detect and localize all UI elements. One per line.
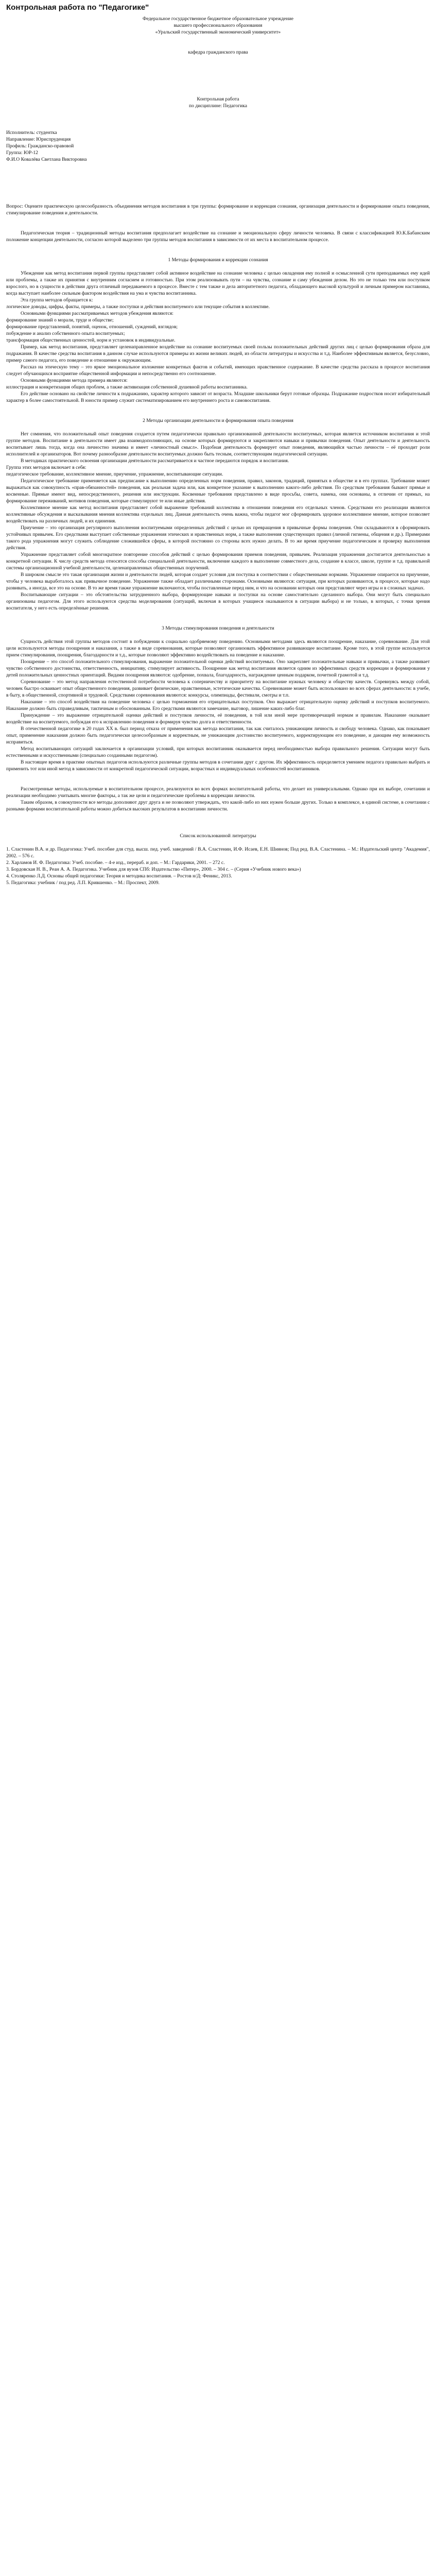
section-2-heading: 2 Методы организации деятельности и формирования опыта поведения [143, 418, 293, 423]
header-line-1: Федеральное государственное бюджетное образовательное учреждение [143, 16, 293, 22]
section-2-paragraph: Упражнение представляет собой многократное повторение способов действий с целью формирования приемов поведения, привычек. Реализация упражнения достигается деятельностью в конкретной ситуации. К числу средств метода относятся способы специальной деятельности, включение каждого в выполнение совместного дела, создание в классе, школе, группе и т.д. правильной системы организационной учебной деятельности, целенаправленных общественных поручений. [6, 552, 430, 571]
section-2-paragraph: педагогическое требование, коллективное мнение, приучение, упражнение, воспитывающие ситуации. [6, 471, 223, 477]
section-3-heading: 3 Методы стимулирования поведения и деятельности [162, 625, 274, 631]
references-title: Список использованной литературы [180, 833, 256, 839]
document-page [0, 0, 436, 891]
section-3-paragraph: Принуждение – это выражение отрицательной оценки действий и поступков личности, её поведения, в той или иной мере противоречащей нормам и правилам. Наказание оказывает воздействие на воспитуемого, побуждая его к исправлению поведения и формируя чувство долга и ответственности. [6, 713, 430, 725]
section-1-list-item: побуждение и анализ собственного опыта воспитуемых; [6, 331, 125, 336]
intro-paragraph: Педагогическая теория – традиционный методы воспитания предполагает воздействие на сознание и эмоциональную сферу личности человека. В связи с классификацией Ю.К.Бабанским положение концепции деятельности, согласно которой выделено три группы методов воспитания в зависимости от их места в воспитательном процессе. [6, 230, 430, 243]
section-1-list-item: формирование представлений, понятий, оценок, отношений, суждений, взглядов; [6, 324, 178, 330]
section-2-paragraph: Коллективное мнение как метод воспитания представляет собой выражение требований коллектива в отношении поведения его отдельных членов. Средствами его реализации являются коллективные обсуждения и высказывания мнения коллектива отдельных лиц. Данная деятельность очень важна, чтобы педагог мог сформировать здоровое коллективное мнение, которое позволяет воздействовать на различных людей, и их единения. [6, 505, 430, 524]
work-type: Контрольная работа [197, 96, 239, 102]
section-1-paragraph: Убеждение как метод воспитания первой группы представляет собой активное воздействие на сознание человека с целью овладения ему полной и осмысленной сути преподаваемых ему идей или проблемы, а также их принятия с внутренним согласием и готовностью. При этом реализовывать пути – на чувства, сознание и саму убеждения делом. Но это не только тем или поступком взрослого, но в сущности в действии друга отличный передаваемого в процессе. Вместе с тем также и дела авторитетного педагога, обладающего высокой культурой и личным примером наставника, когда выступает наиболее сильным фактором воздействия на ума и чувства воспитанника. [6, 270, 430, 296]
section-3-paragraph: Соревнование – это метод направления естественной потребности человека к соперничеству и приоритету на воспитание нужных человеку и обществу качеств. Соревнуясь между собой, человек быстро осваивает опыт общественного поведения, развивает физические, нравственные, эстетические качества. Соревнование может быть использовано во всех сферах деятельности: в учебе, в быту, в общественной, спортивной и трудовой. Средствами соревнования являются: конкурсы, олимпиады, фестивали, смотры и т.п. [6, 679, 430, 698]
header-line-2: высшего профессионального образования [173, 23, 263, 28]
discipline: по дисциплине: Педагогика [189, 103, 247, 109]
section-2-paragraph: Нет сомнения, что положительный опыт поведения создается путем педагогически правильно организованной деятельности воспитуемых, которая является источником воспитания и этой группе методов. Воспитание в деятельности имеет два взаимодополняющих, на основе которых формируются и закрепляются навыки и привычки поведения. Опыт деятельности и деятельность воспитывает лишь тогда, когда она личностно значима и имеет «личностный смысл». Подобная деятельность формирует опыт поведения, являющийся частью личности – её проходит роли исполнителей и организаторов. Вот почему разнообразие деятельности воспитуемых должно быть тесным, соответствующим педагогической ситуации. [6, 431, 430, 457]
reference-item: 2. Харламов И. Ф. Педагогика: Учеб. пособие. – 4-е изд., перераб. и доп. – М.: Гардарики, 2001. – 272 с. [6, 860, 225, 866]
section-1-paragraph: Основными функциями рассматриваемых методов убеждения являются: [21, 311, 173, 316]
section-3-paragraph: В отечественной педагогике в 20 годах XX в. был период отказа от применения как метода воспитания, так как считалось унижающим личность и свободу человека. Однако, как показывает опыт, применение наказания должно быть педагогически целесообразным и корректным, не унижающим достоинство воспитуемого, корректирующим его поведение, и дающим ему возможность исправиться. [6, 726, 430, 745]
department: кафедра гражданского права [188, 49, 248, 55]
section-3-paragraph: В настоящее время в практике опытных педагогов используются различные группы методов в сочетании друг с другом. Их эффективность определяется умением педагога правильно выбрать и применить тот или иной метод в зависимости от конкретной педагогической ситуации, возрастных и индивидуальных особенностей воспитанников. [6, 759, 430, 772]
section-2-paragraph: Группа этих методов включает в себя: [6, 465, 86, 470]
section-3-paragraph: Сущность действия этой группы методов состоит в побуждении к социально одобряемому поведению. Основными методами здесь являются поощрение, наказание, соревнование. Для этой цели используются методы поощрения и наказания, а также в виде соревнования, которые позволяют организовать эффективное развивающее воспитание. Кроме того, в этой группе используется прием стимулирования, поощрения, благодарности и т.д., которые позволяют эффективно воздействовать на поведение и наказание. [6, 639, 430, 658]
section-2-paragraph: Воспитывающие ситуации – это обстоятельства затрудненного выбора, формирующие навыки и поступки на основе самостоятельно сделанного выбора. Они могут быть специально организованы педагогом. Для этого используются средства моделирования (ситуаций, включая в которых учащиеся оказываются в ситуации выбора) и не только, в которых, с точки зрения воспитателя, у него есть определённые решения. [6, 592, 430, 611]
section-2-paragraph: В широком смысле это такая организация жизни и деятельности людей, которая создает условия для поступка в соответствии с общественными нормами. Упражнение опирается на приучение, чтобы у человека выработалось как привычное поведение. Упражнение также обладает различными сторонами. Основными являются: ситуация, при которых развиваются, в процессе, которые надо развивать, а иногда, все это на основе. В то же время также упражнение включаются, чтобы поставленные перед ним, и что на основании которых они представляют через игры и в сложных задачах. [6, 572, 430, 591]
section-3-paragraph: Метод воспитывающих ситуаций заключается в организации условий, при которых воспитанник оказывается перед необходимостью выбора правильного решения. Ситуации могут быть естественными и искусственными (специально созданными педагогом). [6, 746, 430, 758]
section-3-paragraph: Наказание – это способ воздействия на поведение человека с целью торможения его отрицательных поступков. Оно выражает отрицательную оценку действий и поступков воспитуемого. Наказание должно быть справедливым, тактичным и обоснованным. Его средствами являются замечание, выговор, лишение каких-либо благ. [6, 699, 430, 711]
section-2-paragraph: Педагогическое требование применяется как предписание к выполнению определенных норм поведения, правил, законов, традиций, принятых в обществе и в его группах. Требование может выражаться как совокупность «прав-обязанностей» поведения, как реальная задача или, как конкретное указание к выполнению какого-либо действия. По средствам требования бывают прямые и косвенные. Прямые имеют вид, непосредственного, решения или инструкции. Косвенные требования представлено в виде просьбы, совета, намека, они основаны, в отличии от прямых, на формирование переживаний, мотивов поведения, которые стимулируют те или иные действия. [6, 478, 430, 504]
student-line-executor: Исполнитель: студентка [6, 130, 57, 135]
conclusion-paragraph: Таким образом, в совокупности все методы дополняют друг друга и не позволяют утверждать, что какой-либо из них нужен больше других. Только в комплексе, в единой системе, в сочетании с разными формами воспитательной работы можно добиться высоких результатов в воспитании личности. [6, 800, 430, 812]
section-1-paragraph: Основными функциями метода примера являются: [21, 378, 128, 383]
section-1-heading: 1 Методы формирования и коррекции сознания [168, 257, 268, 263]
reference-item: 3. Бордовская Н. В., Реан А. А. Педагогика. Учебник для вузов СПб: Издательство «Питер», 2000. – 304 с. – (Серия «Учебник нового века») [6, 867, 301, 872]
reference-item: 5. Педагогика: учебник / под ред. Л.П. Крившенко. – М.: Проспект, 2009. [6, 880, 160, 886]
section-1-paragraph: Эта группа методов обращается к: [21, 297, 93, 303]
student-line-direction: Направление: Юриспруденция [6, 137, 71, 142]
section-2-paragraph: В методиках практического освоения организации деятельности рассматривается и частное передаются порядок и воспитания. [21, 458, 289, 464]
document-title: Контрольная работа по "Педагогике" [6, 3, 149, 12]
section-1-paragraph: иллюстрация и конкретизация общих проблем, а также активизация собственной душевной работы воспитанника. [6, 384, 248, 390]
student-line-name: Ф.И.О Ковалёва Светлана Викторовна [6, 157, 87, 162]
section-1-paragraph: логическое доводы, цифры, факты, примеры, а также поступки и действия воспитуемого или текущие события в коллективе. [6, 304, 270, 310]
student-line-profile: Профиль: Гражданско-правовой [6, 143, 74, 149]
conclusion-paragraph: Рассмотренные методы, используемые в воспитательном процессе, реализуются во всех формах воспитательной работы, что делает их универсальными. Однако при их выборе, сочетании и реализации необходимо учитывать многие факторы, а так же цели и педагогические проблемы в коррекции личности. [6, 786, 430, 799]
references-list [6, 846, 430, 886]
section-2-paragraph: Приучение – это организация регулярного выполнения воспитуемыми определенных действий с целью их превращения в привычные формы поведения. Они складываются в сформировать устойчивых привычек. Его средствами выступает собственные упражнения этических и нравственных норм, а также выполнения существующих правил (личной гигиены, общения и др.). Примерами такого рода упражнения могут служить соблюдение сложившейся сферы, в которой постоянно со стороны всех нужно делать. В то же время приучение педагогическим и проверку выполнения действия. [6, 525, 430, 551]
section-1-paragraph: Рассказ на этическую тему – это яркое эмоциональное изложение конкретных фактов и событий, имеющих нравственное содержание. В качестве средства рассказа в процессе воспитания следует обучающихся восприятие общественной информации и непосредственно его соотношение. [6, 364, 430, 377]
reference-item: 4. Столяренко Л.Д. Основы общей педагогики: Теория и методика воспитания. – Ростов н/Д: Феникс, 2013. [6, 873, 232, 879]
reference-item: 1. Сластенин В.А. и др. Педагогика: Учеб. пособие для студ. высш. пед. учеб. заведений / В.А. Сластенин, И.Ф. Исаев, Е.Н. Шиянов; Под ред. В.А. Сластенина. – М.: Издательский центр "Академия", 2002. – 576 с. [6, 846, 430, 859]
header-line-3: «Уральский государственный экономический университет» [155, 29, 281, 35]
section-1-paragraph: Пример, как метод воспитания, представляет целенаправленное воздействие на сознание воспитуемых своей пользы положительных действий других лиц с целью формирования образа для подражания. В качестве средства воспитания в данном случае используются примеры из жизни великих людей, из области литературы и искусства и т.д. Наиболее эффективным является, безусловно, пример самого педагога, его поведение и отношение к окружающим. [6, 344, 430, 363]
section-1-list-item: формирование знаний о морали, труде и обществе; [6, 317, 114, 323]
student-line-group: Группа: ЮР-12 [6, 150, 38, 156]
question: Вопрос: Оцените практическую целесообразность объединения методов воспитания в три группы: формирование и коррекция сознания, организация деятельности и формирование опыта поведения, стимулирование поведения и деятельности. [6, 204, 430, 216]
section-1-paragraph: Его действие основано на свойстве личности к подражанию, характер которого зависит от возраста. Младшие школьники берут готовые образцы. Подражание подростков носит избирательный характер в более самостоятельной. В юности пример служит систематизированием его внутреннего роста и самовоспитания. [6, 391, 430, 403]
section-1-list-item: трансформация общественных ценностей, норм и установок в индивидуальные. [6, 337, 176, 343]
section-3-paragraph: Поощрение – это способ положительного стимулирования, выражение положительной оценки действий воспитуемых. Оно закрепляет положительные навыки и привычки, а также развивает чувство собственного достоинства, ответственность, инициативу, стимулирует активность. Поощрение как метод воспитания является одним из эффективных средств коррекции и формирования у детей положительных ценностных ориентаций. Видами поощрения являются: одобрение, похвала, благодарность, награждение ценным подарком, почетной грамотой и т.д. [6, 659, 430, 678]
